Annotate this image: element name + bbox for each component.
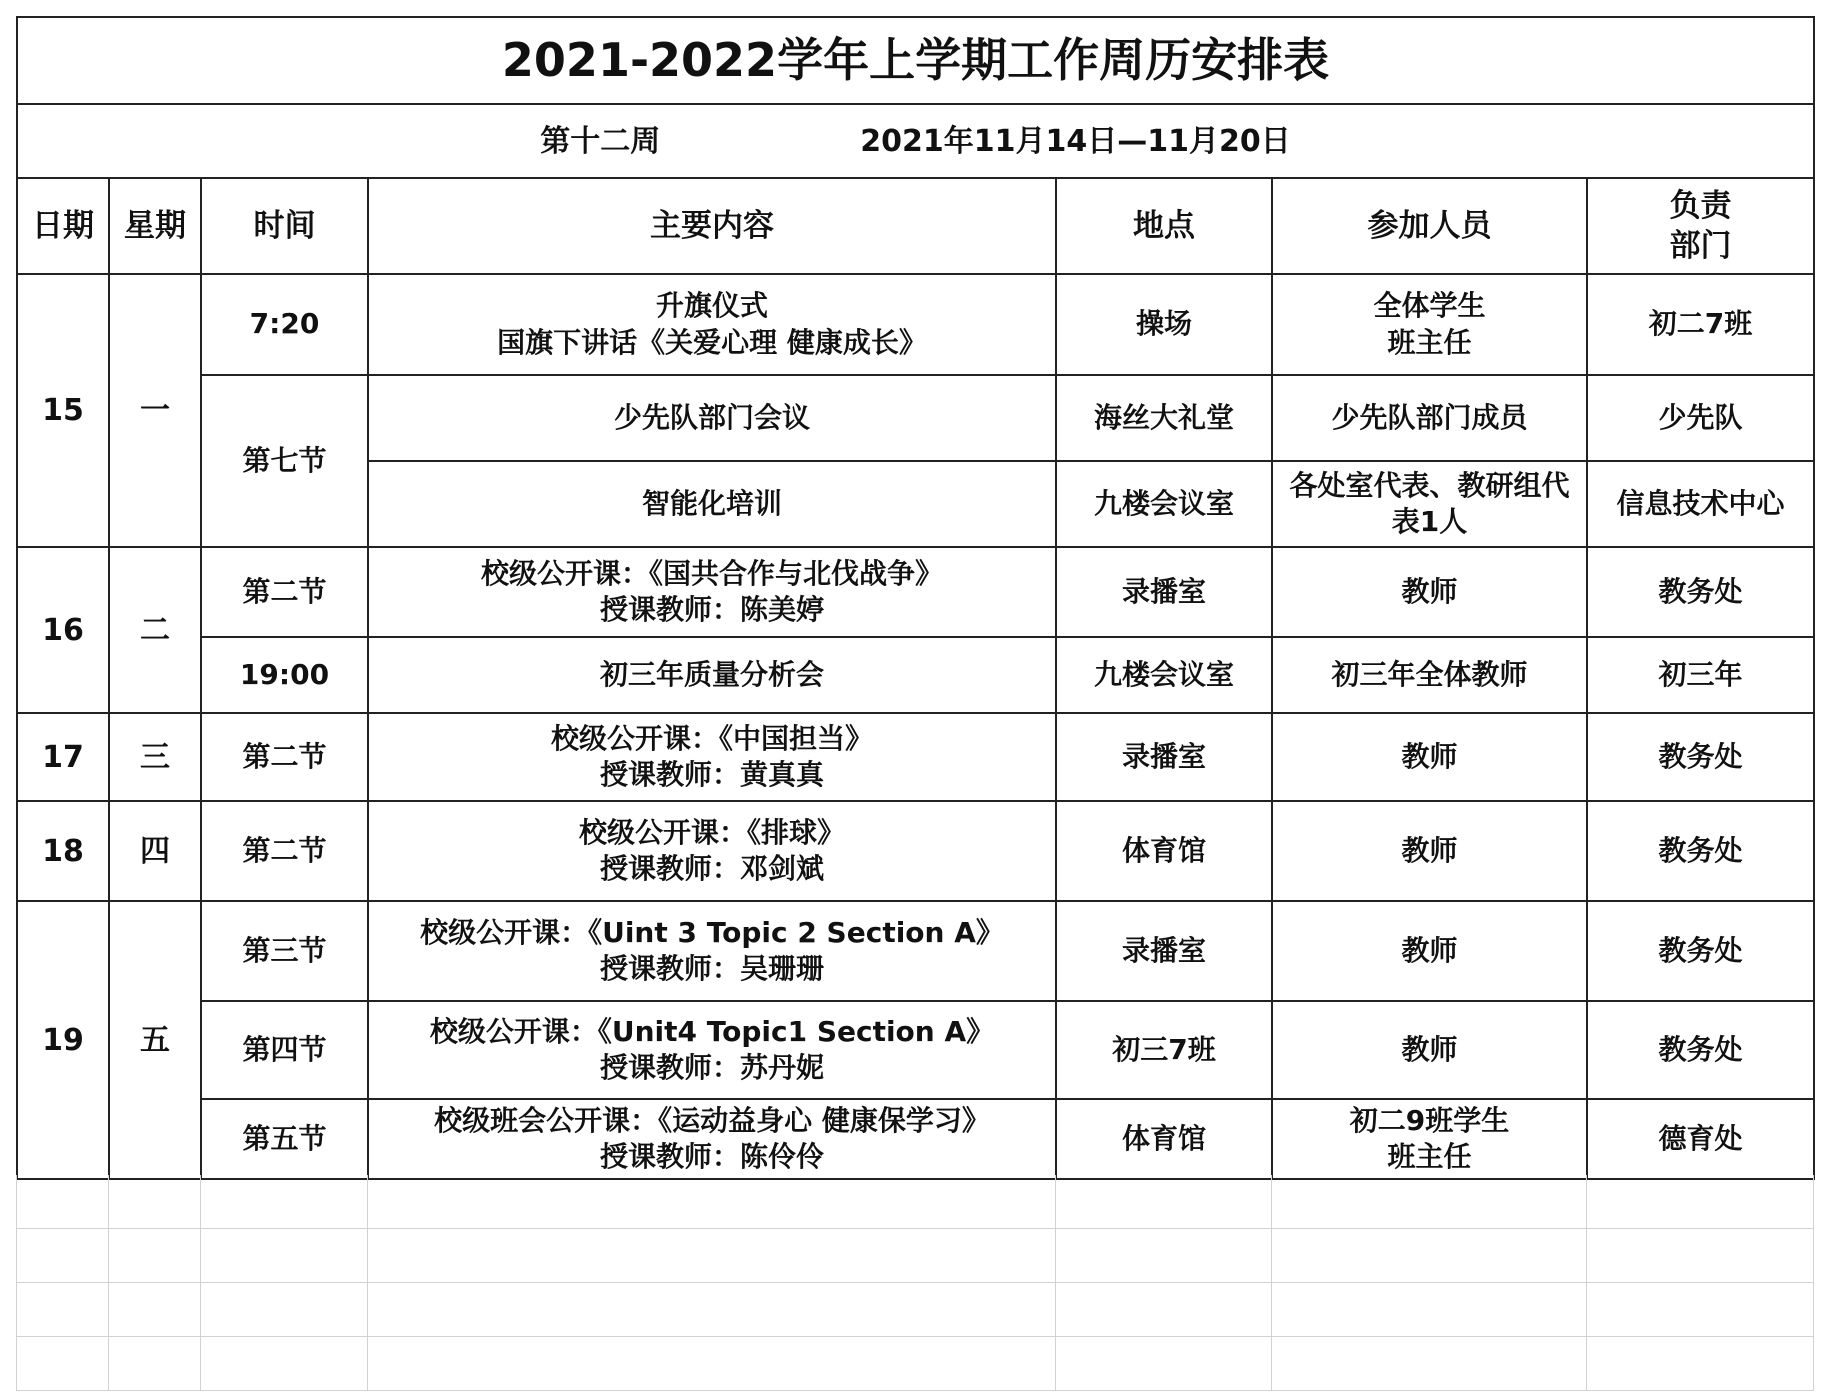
date-cell: 19 <box>17 901 109 1179</box>
participants-cell <box>1272 801 1587 901</box>
schedule-table <box>16 16 1815 1180</box>
table-row <box>17 1099 1814 1179</box>
date-cell: 18 <box>17 801 109 901</box>
header-dept <box>1587 178 1814 274</box>
header-date: 日期 <box>17 178 109 274</box>
content-cell-line: 校级公开课：《排球》 <box>578 815 845 849</box>
participants-cell <box>1272 901 1587 1001</box>
dept-cell: 教务处 <box>1587 1001 1814 1099</box>
participants-cell-line: 教师 <box>1401 933 1458 967</box>
content-cell-line: 升旗仪式 <box>655 289 768 323</box>
dept-cell: 教务处 <box>1587 547 1814 637</box>
weekday-cell: 四 <box>109 801 201 901</box>
participants-cell-line: 教师 <box>1401 833 1458 867</box>
table-row <box>17 801 1814 901</box>
participants-cell <box>1272 274 1587 375</box>
content-cell-line: 授课教师：陈伶伶 <box>599 1140 824 1173</box>
dept-cell: 教务处 <box>1587 801 1814 901</box>
content-cell <box>368 1099 1056 1179</box>
content-cell <box>368 801 1056 901</box>
participants-cell-line: 教师 <box>1401 574 1458 608</box>
dept-cell: 德育处 <box>1587 1099 1814 1179</box>
weekday-cell: 五 <box>109 901 201 1179</box>
time-cell: 第二节 <box>201 801 368 901</box>
table-row <box>17 274 1814 375</box>
time-cell: 第二节 <box>201 547 368 637</box>
participants-cell <box>1272 461 1587 547</box>
location-cell: 操场 <box>1056 274 1272 375</box>
date-cell: 17 <box>17 713 109 801</box>
participants-cell <box>1272 1001 1587 1099</box>
content-cell-line: 授课教师：吴珊珊 <box>599 952 824 985</box>
content-cell <box>368 901 1056 1001</box>
participants-cell-line: 初三年全体教师 <box>1331 657 1528 691</box>
header-time: 时间 <box>201 178 368 274</box>
time-cell: 19:00 <box>201 637 368 713</box>
table-row <box>17 713 1814 801</box>
content-cell-line: 授课教师：黄真真 <box>599 758 824 791</box>
date-range: 2021年11月14日—11月20日 <box>860 123 1291 159</box>
content-cell <box>368 274 1056 375</box>
participants-cell-line: 教师 <box>1401 1032 1458 1066</box>
header-location: 地点 <box>1056 178 1272 274</box>
page-title: 2021-2022学年上学期工作周历安排表 <box>17 17 1814 104</box>
dept-cell: 教务处 <box>1587 901 1814 1001</box>
participants-cell-line: 教师 <box>1401 739 1458 773</box>
participants-cell-line: 班主任 <box>1387 325 1472 359</box>
content-cell-line: 授课教师：邓剑斌 <box>599 852 824 885</box>
participants-cell-line: 各处室代表、教研组代 <box>1289 468 1570 502</box>
week-info <box>17 104 1814 178</box>
participants-cell-line: 少先队部门成员 <box>1331 400 1528 434</box>
date-cell: 15 <box>17 274 109 547</box>
participants-cell-line: 初二9班学生 <box>1349 1103 1510 1137</box>
participants-cell <box>1272 547 1587 637</box>
location-cell: 九楼会议室 <box>1056 461 1272 547</box>
header-row <box>17 178 1814 274</box>
content-cell <box>368 1001 1056 1099</box>
dept-cell: 初三年 <box>1587 637 1814 713</box>
content-cell-line: 校级公开课：《Unit4 Topic1 Section A》 <box>429 1014 995 1048</box>
participants-cell <box>1272 713 1587 801</box>
weekday-cell: 一 <box>109 274 201 547</box>
location-cell: 录播室 <box>1056 547 1272 637</box>
content-cell-line: 国旗下讲话《关爱心理 健康成长》 <box>497 325 927 359</box>
participants-cell-line: 班主任 <box>1387 1140 1472 1173</box>
dept-cell: 少先队 <box>1587 375 1814 461</box>
location-cell: 录播室 <box>1056 901 1272 1001</box>
table-row <box>17 637 1814 713</box>
header-content: 主要内容 <box>368 178 1056 274</box>
location-cell: 九楼会议室 <box>1056 637 1272 713</box>
date-cell: 16 <box>17 547 109 713</box>
content-cell <box>368 637 1056 713</box>
table-row <box>17 547 1814 637</box>
content-cell-line: 授课教师：陈美婷 <box>599 593 824 626</box>
content-cell-line: 少先队部门会议 <box>613 400 810 434</box>
content-cell <box>368 461 1056 547</box>
content-cell-line: 初三年质量分析会 <box>599 657 824 691</box>
dept-cell: 初二7班 <box>1587 274 1814 375</box>
weekday-cell: 三 <box>109 713 201 801</box>
weekday-cell: 二 <box>109 547 201 713</box>
content-cell-line: 校级公开课：《国共合作与北伐战争》 <box>480 556 943 590</box>
header-dept-line1: 负责 <box>1669 187 1732 224</box>
table-row <box>17 901 1814 1001</box>
content-cell-line: 校级公开课：《中国担当》 <box>550 721 873 755</box>
participants-cell-line: 表1人 <box>1391 505 1468 538</box>
table-row <box>17 375 1814 461</box>
location-cell: 体育馆 <box>1056 1099 1272 1179</box>
content-cell-line: 智能化培训 <box>641 486 782 520</box>
location-cell: 海丝大礼堂 <box>1056 375 1272 461</box>
location-cell: 体育馆 <box>1056 801 1272 901</box>
empty-grid <box>16 1175 1814 1391</box>
dept-cell: 教务处 <box>1587 713 1814 801</box>
content-cell <box>368 375 1056 461</box>
table-row <box>17 1001 1814 1099</box>
participants-cell <box>1272 1099 1587 1179</box>
time-cell: 7:20 <box>201 274 368 375</box>
participants-cell <box>1272 637 1587 713</box>
header-dept-line2: 部门 <box>1669 228 1732 264</box>
time-cell: 第三节 <box>201 901 368 1001</box>
time-cell: 第七节 <box>201 375 368 547</box>
content-cell-line: 校级班会公开课：《运动益身心 健康保学习》 <box>434 1103 990 1137</box>
time-cell: 第五节 <box>201 1099 368 1179</box>
content-cell <box>368 547 1056 637</box>
header-participants: 参加人员 <box>1272 178 1587 274</box>
header-weekday: 星期 <box>109 178 201 274</box>
time-cell: 第四节 <box>201 1001 368 1099</box>
content-cell-line: 授课教师：苏丹妮 <box>599 1051 824 1084</box>
content-cell <box>368 713 1056 801</box>
time-cell: 第二节 <box>201 713 368 801</box>
participants-cell-line: 全体学生 <box>1373 289 1486 323</box>
dept-cell: 信息技术中心 <box>1587 461 1814 547</box>
location-cell: 初三7班 <box>1056 1001 1272 1099</box>
content-cell-line: 校级公开课：《Uint 3 Topic 2 Section A》 <box>420 915 1004 949</box>
week-label: 第十二周 <box>540 123 661 159</box>
location-cell: 录播室 <box>1056 713 1272 801</box>
participants-cell <box>1272 375 1587 461</box>
